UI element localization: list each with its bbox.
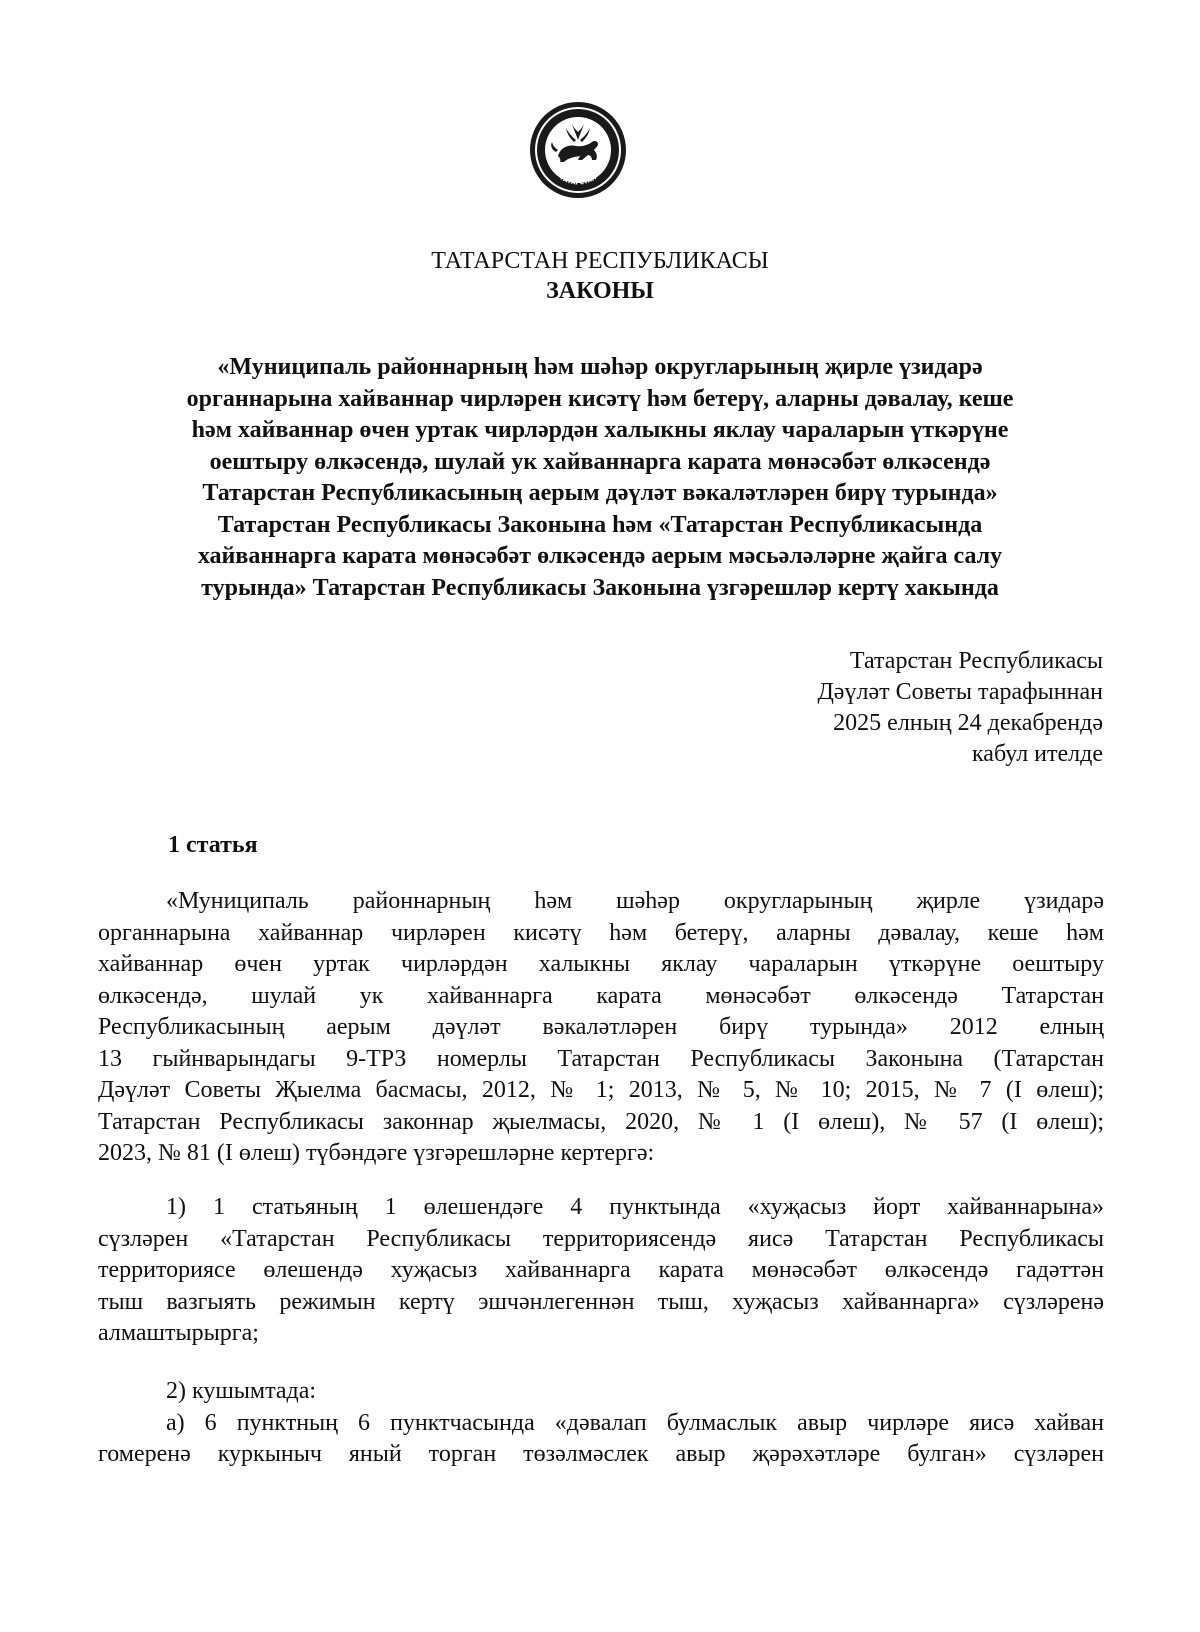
title-line: оештыру өлкәсендә, шулай ук хайваннарга карата мөнәсәбәт өлкәсендә bbox=[209, 448, 991, 475]
paragraph-line: Дәүләт Советы Җыелма басмасы, 2012, № 1; 2013, № 5, № 10; 2015, № 7 (I өлеш); bbox=[98, 1077, 1104, 1103]
paragraph-line: органнарына хайваннар чирләрен кисәтү һәм бетерү, аларны дәвалау, кеше һәм bbox=[98, 919, 1104, 946]
paragraph-line: өлкәсендә, шулай ук хайваннарга карата мөнәсәбәт өлкәсендә Татарстан bbox=[98, 982, 1104, 1009]
paragraph-line: 1) 1 статьяның 1 өлешендәге 4 пунктында «хуҗасыз йорт хайваннарына» bbox=[166, 1194, 1104, 1220]
paragraph-line: Татарстан Республикасы законнар җыелмасы, 2020, № 1 (I өлеш), № 57 (I өлеш); bbox=[98, 1108, 1104, 1135]
law-title bbox=[110, 352, 1090, 604]
paragraph-line: 13 гыйнварындагы 9-ТРЗ номерлы Татарстан Республикасы Законына (Татарстан bbox=[98, 1045, 1104, 1072]
paragraph-line: «Муниципаль районнарның һәм шәһәр округларының җирле үзидарә bbox=[166, 888, 1104, 914]
paragraph-line: сүзләрен «Татарстан Республикасы территориясендә яисә Татарстан Республикасы bbox=[98, 1225, 1104, 1252]
paragraph-3 bbox=[98, 1376, 1104, 1471]
adoption-line: кабул ителде bbox=[972, 741, 1103, 767]
svg-text:ТАТАРСТАН: ТАТАРСТАН bbox=[558, 174, 598, 187]
paragraph-line: Республикасының аерым дәүләт вәкаләтләрен бирү турында» 2012 елның bbox=[98, 1014, 1104, 1040]
paragraph-1 bbox=[98, 886, 1104, 1170]
adoption-note bbox=[817, 646, 1103, 770]
paragraph-line: территориясе өлешендә хуҗасыз хайваннарга карата мөнәсәбәт өлкәсендә гадәттән bbox=[98, 1257, 1104, 1283]
paragraph-line: хайваннар өчен уртак чирләрдән халыкны яклау чараларын үткәрүне оештыру bbox=[98, 951, 1104, 977]
paragraph-line: 2) кушымтада: bbox=[166, 1378, 317, 1404]
title-line: Татарстан Республикасы Законына һәм «Татарстан Республикасында bbox=[217, 511, 983, 538]
law-label: ЗАКОНЫ bbox=[546, 278, 654, 304]
paragraph-line: алмаштырырга; bbox=[98, 1320, 259, 1346]
republic-name: ТАТАРСТАН РЕСПУБЛИКАСЫ bbox=[431, 248, 769, 274]
title-line: хайваннарга карата мөнәсәбәт өлкәсендә аерым мәсьәләләрне җайга салу bbox=[197, 543, 1003, 569]
coat-of-arms-emblem bbox=[528, 100, 628, 200]
adoption-line: Татарстан Республикасы bbox=[849, 648, 1103, 674]
title-line: турында» Татарстан Республикасы Законына үзгәрешләр кертү хакында bbox=[201, 574, 999, 601]
title-line: «Муниципаль районнарның һәм шәһәр округларының җирле үзидарә bbox=[217, 354, 983, 380]
paragraph-line: а) 6 пунктның 6 пунктчасында «дәвалап булмаслык авыр чирләре яисә хайван bbox=[166, 1409, 1104, 1436]
title-line: органнарына хайваннар чирләрен кисәтү һәм бетерү, аларны дәвалау, кеше bbox=[186, 385, 1014, 412]
document-header bbox=[0, 246, 1200, 306]
tatarstan-coat-of-arms-icon bbox=[528, 100, 628, 200]
adoption-line: 2025 елның 24 декабрендә bbox=[833, 710, 1103, 736]
title-line: Татарстан Республикасының аерым дәүләт вәкаләтләрен бирү турында» bbox=[202, 480, 998, 506]
paragraph-2 bbox=[98, 1192, 1104, 1350]
title-line: һәм хайваннар өчен уртак чирләрдән халыкны яклау чараларын үткәрүне bbox=[191, 417, 1009, 443]
article-heading: 1 статья bbox=[168, 832, 258, 858]
paragraph-line: 2023, № 81 (I өлеш) түбәндәге үзгәрешләрне кертергә: bbox=[98, 1140, 655, 1166]
adoption-line: Дәүләт Советы тарафыннан bbox=[817, 679, 1103, 705]
paragraph-line: тыш вазгыять режимын кертү эшчәнлегеннән тыш, хуҗасыз хайваннарга» сүзләренә bbox=[98, 1288, 1104, 1315]
paragraph-line: гомеренә куркыныч яный торган төзәлмәслек авыр җәрәхәтләре булган» сүзләрен bbox=[98, 1441, 1104, 1467]
